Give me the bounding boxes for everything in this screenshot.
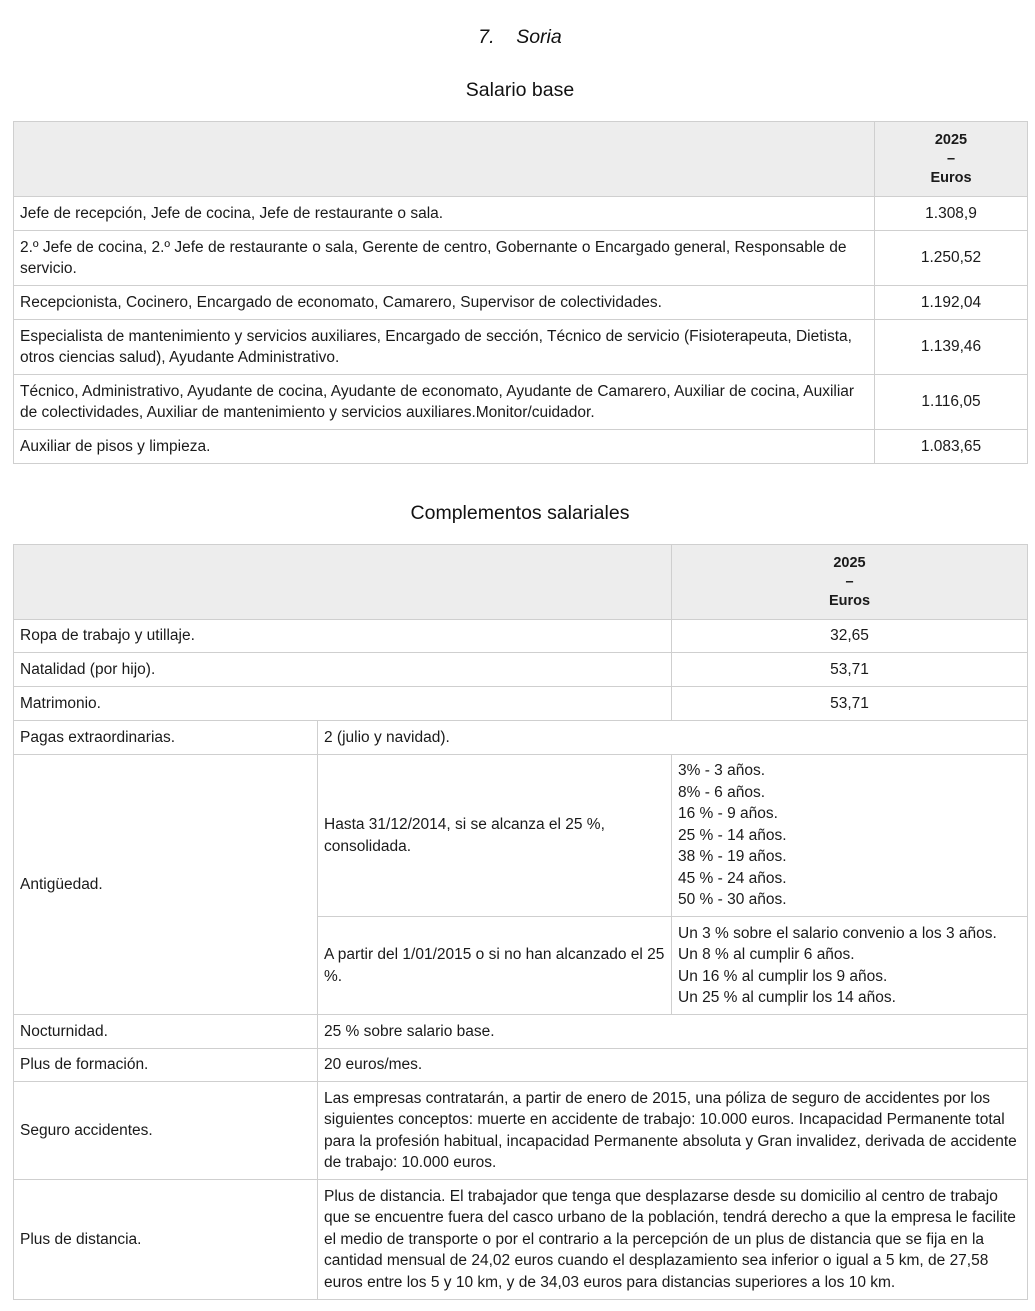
antiguedad-hasta-steps	[672, 755, 1028, 917]
section-name: Soria	[516, 26, 562, 48]
header-year-cell	[672, 545, 1028, 620]
complementos-table	[13, 544, 1028, 1300]
concept-cell: Ropa de trabajo y utillaje.	[14, 620, 672, 653]
antiguedad-desde-condition: A partir del 1/01/2015 o si no han alcanzado el 25 %.	[318, 917, 672, 1015]
table-row	[14, 375, 1028, 430]
concept-cell: Natalidad (por hijo).	[14, 653, 672, 687]
complementos-title: Complementos salariales	[410, 502, 630, 524]
category-cell: Técnico, Administrativo, Ayudante de cocina, Ayudante de economato, Ayudante de Camarero, Auxiliar de cocina, Auxiliar de colectividades, Auxiliar de mantenimiento y servicios auxiliares.Monitor/cuidador.	[14, 375, 875, 430]
table-row	[14, 320, 1028, 375]
section-number: 7.	[478, 26, 495, 48]
table-row	[14, 286, 1028, 320]
step-item: 38 % - 19 años.	[678, 848, 787, 866]
header-unit: Euros	[828, 592, 871, 609]
concept-value: Las empresas contratarán, a partir de enero de 2015, una póliza de seguro de accidentes por los siguientes conceptos: muerte en accidente de trabajo: 10.000 euros. Incapacidad Permanente total para la profesión habitual, incapacidad Permanente absoluta y Gran invalidez, derivada de accidente de trabajo: 10.000 euros.	[318, 1082, 1028, 1180]
table-row	[14, 687, 1028, 721]
salary-value: 1.083,65	[875, 430, 1028, 464]
concept-cell: Plus de distancia.	[14, 1180, 318, 1300]
table-header-row	[14, 122, 1028, 197]
concept-value: 25 % sobre salario base.	[318, 1015, 1028, 1049]
step-item: Un 25 % al cumplir los 14 años.	[678, 989, 896, 1006]
concept-cell: Plus de formación.	[14, 1049, 318, 1082]
table-row	[14, 430, 1028, 464]
step-item: 45 % - 24 años.	[678, 869, 787, 887]
amount-value: 53,71	[672, 653, 1028, 687]
concept-cell: Antigüedad.	[14, 755, 318, 1015]
table-row	[14, 197, 1028, 231]
step-item: Un 8 % al cumplir 6 años.	[678, 946, 855, 963]
table-row	[14, 1082, 1028, 1180]
concept-value: 20 euros/mes.	[318, 1049, 1028, 1082]
amount-value: 53,71	[672, 687, 1028, 721]
step-item: Un 16 % al cumplir los 9 años.	[678, 967, 888, 985]
header-year: 2025	[833, 554, 866, 571]
header-unit: Euros	[930, 169, 972, 186]
salary-value: 1.192,04	[875, 286, 1028, 320]
salario-base-title: Salario base	[465, 79, 575, 101]
table-row	[14, 1180, 1028, 1300]
table-row	[14, 653, 1028, 687]
step-item: Un 3 % sobre el salario convenio a los 3 años.	[678, 924, 997, 942]
header-year: 2025	[934, 131, 968, 148]
concept-cell: Matrimonio.	[14, 687, 672, 721]
concept-cell: Pagas extraordinarias.	[14, 721, 318, 755]
header-dash: –	[946, 150, 956, 167]
header-blank-cell	[14, 545, 672, 620]
antiguedad-hasta-condition: Hasta 31/12/2014, si se alcanza el 25 %, consolidada.	[318, 755, 672, 917]
concept-cell: Seguro accidentes.	[14, 1082, 318, 1180]
category-cell: Auxiliar de pisos y limpieza.	[14, 430, 875, 464]
salary-value: 1.308,9	[875, 197, 1028, 231]
concept-value: Plus de distancia. El trabajador que tenga que desplazarse desde su domicilio al centro de trabajo que se encuentre fuera del casco urbano de la población, tendrá derecho a que la empresa le facilite el medio de transporte o por el contrario a la percepción de un plus de distancia que se fija en la cantidad mensual de 24,02 euros cuando el desplazamiento sea inferior o igual a 5 km, de 27,58 euros entre los 5 y 10 km, y de 34,03 euros para distancias superiores a los 10 km.	[318, 1180, 1028, 1300]
header-year-cell	[875, 122, 1028, 197]
section-heading	[0, 26, 1035, 49]
salary-value: 1.250,52	[875, 231, 1028, 286]
category-cell: Especialista de mantenimiento y servicios auxiliares, Encargado de sección, Técnico de servicio (Fisioterapeuta, Dietista, otros ciencias salud), Ayudante Administrativo.	[14, 320, 875, 375]
concept-cell: Nocturnidad.	[14, 1015, 318, 1049]
salary-value: 1.116,05	[875, 375, 1028, 430]
salary-value: 1.139,46	[875, 320, 1028, 375]
category-cell: Recepcionista, Cocinero, Encargado de economato, Camarero, Supervisor de colectividades.	[14, 286, 875, 320]
antiguedad-desde-steps	[672, 917, 1028, 1015]
step-item: 16 % - 9 años.	[678, 805, 778, 823]
category-cell: 2.º Jefe de cocina, 2.º Jefe de restaurante o sala, Gerente de centro, Gobernante o Encargado general, Responsable de servicio.	[14, 231, 875, 286]
amount-value: 32,65	[672, 620, 1028, 653]
step-item: 3% - 3 años.	[678, 762, 766, 780]
header-blank-cell	[14, 122, 875, 197]
category-cell: Jefe de recepción, Jefe de cocina, Jefe de restaurante o sala.	[14, 197, 875, 231]
salario-base-table	[13, 121, 1028, 464]
table-row	[14, 620, 1028, 653]
pagas-value: 2 (julio y navidad).	[318, 721, 1028, 755]
table-row	[14, 231, 1028, 286]
step-item: 8% - 6 años.	[678, 783, 766, 801]
table-header-row	[14, 545, 1028, 620]
header-dash: –	[845, 573, 854, 590]
step-item: 50 % - 30 años.	[678, 891, 787, 909]
step-item: 25 % - 14 años.	[678, 826, 787, 844]
table-row	[14, 1049, 1028, 1082]
table-row	[14, 755, 1028, 917]
table-row	[14, 721, 1028, 755]
table-row	[14, 1015, 1028, 1049]
